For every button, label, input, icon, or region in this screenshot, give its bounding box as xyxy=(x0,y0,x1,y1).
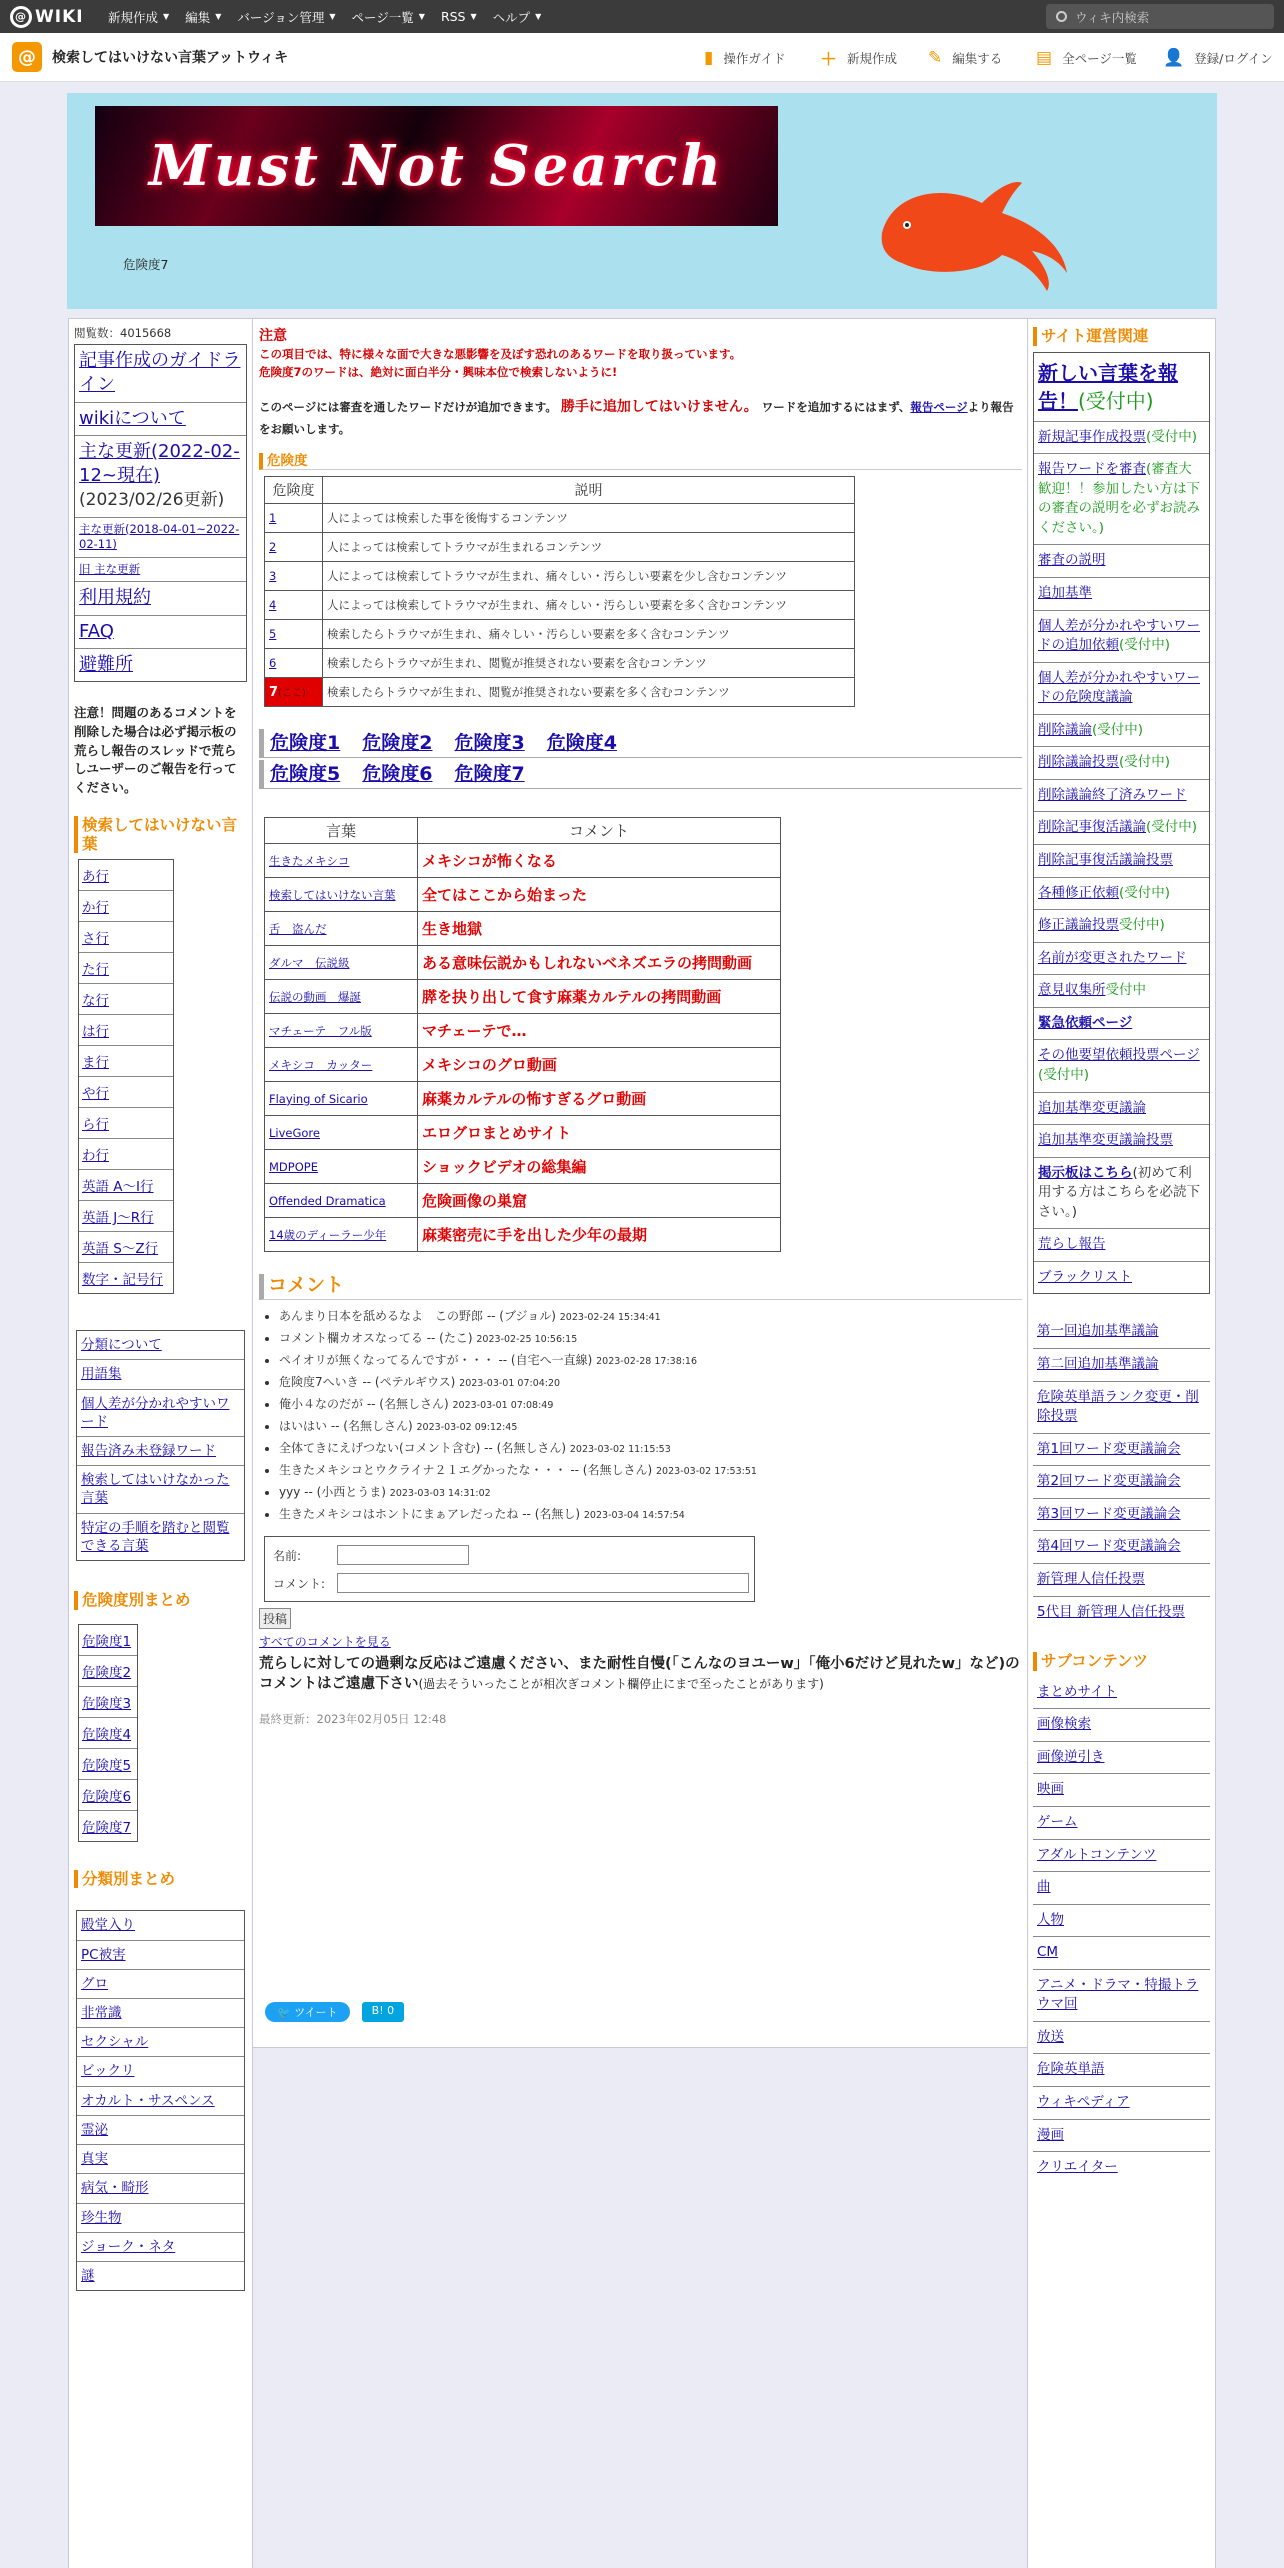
comment-item: • 危険度7へいき -- (ペテルギウス) 2023-03-01 07:04:20 xyxy=(279,1372,1022,1394)
sub-content-link[interactable]: 画像検索 xyxy=(1037,1716,1091,1733)
level-link[interactable]: 危険度7 xyxy=(82,1819,132,1836)
category-link[interactable]: セクシャル xyxy=(81,2034,149,2051)
comment-item: • yyy -- (小西とうま) 2023-03-03 14:31:02 xyxy=(279,1482,1022,1504)
sub-content-link[interactable]: アダルトコンテンツ xyxy=(1037,1846,1157,1863)
level-summary-title: 危険度別まとめ xyxy=(74,1591,247,1610)
table-row: 4 人によっては検索してトラウマが生まれ、痛々しい・汚らしい要素を多く含むコンテンツ xyxy=(265,591,855,620)
comment-item: • コメント欄カオスなってる -- (たこ) 2023-02-25 10:56:15 xyxy=(279,1328,1022,1350)
nav-shelter-link[interactable]: 避難所 xyxy=(79,653,133,675)
comment-item: • はいはい -- (名無しさん) 2023-03-02 09:12:45 xyxy=(279,1416,1022,1438)
vote-link[interactable]: 5代目 新管理人信任投票 xyxy=(1037,1603,1185,1620)
misc-link[interactable]: 用語集 xyxy=(81,1366,122,1383)
level-link[interactable]: 危険度5 xyxy=(270,763,341,786)
kana-link[interactable]: さ行 xyxy=(82,931,109,948)
sub-content-link[interactable]: 危険英単語 xyxy=(1037,2061,1105,2078)
vote-link[interactable]: 第二回追加基準議論 xyxy=(1037,1356,1159,1373)
goldfish-icon xyxy=(872,163,1072,293)
category-link[interactable]: ジョーク・ネタ xyxy=(81,2238,176,2255)
kana-link[interactable]: 数字・記号行 xyxy=(82,1272,163,1289)
category-link[interactable]: オカルト・サスペンス xyxy=(81,2092,215,2109)
kana-link[interactable]: な行 xyxy=(82,993,109,1010)
table-row: マチェーテ フル版 マチェーテで… xyxy=(265,1014,781,1048)
nav-old-updates-link[interactable]: 主な更新(2018-04-01~2022-02-11) xyxy=(79,521,240,552)
table-row: 1 人によっては検索した事を後悔するコンテンツ xyxy=(265,504,855,533)
category-summary-title: 分類別まとめ xyxy=(74,1870,247,1889)
table-row: 14歳のディーラー少年 麻薬密売に手を出した少年の最期 xyxy=(265,1218,781,1252)
vote-link[interactable]: 新管理人信任投票 xyxy=(1037,1570,1145,1587)
comment-item: • 全体てきにえげつない(コメント含む) -- (名無しさん) 2023-03-02 11:15:53 xyxy=(279,1438,1022,1460)
menu-create[interactable]: 新規作成 ▼ xyxy=(108,9,170,25)
kana-link[interactable]: わ行 xyxy=(82,1148,109,1165)
login-button[interactable]: 👤 登録/ログイン xyxy=(1163,47,1273,68)
kana-link[interactable]: ま行 xyxy=(82,1055,109,1072)
table-row: 検索してはいけない言葉 全てはここから始まった xyxy=(265,878,781,912)
nav-recent-updates-link[interactable]: 主な更新(2022-02-12~現在) xyxy=(79,440,240,487)
category-link[interactable]: 珍生物 xyxy=(81,2209,122,2226)
misc-links xyxy=(76,1330,245,1561)
ops-link[interactable]: 削除記事復活議論 xyxy=(1038,819,1146,836)
atwiki-logo[interactable] xyxy=(10,6,92,28)
table-row: LiveGore エログロまとめサイト xyxy=(265,1116,781,1150)
ops-link[interactable]: 削除議論投票 xyxy=(1038,754,1119,771)
sub-content-list xyxy=(1033,1677,1210,2184)
search-icon xyxy=(1056,11,1067,22)
nav-older-updates-link[interactable]: 旧 主な更新 xyxy=(79,561,141,576)
table-row: 6 検索したらトラウマが生まれ、閲覧が推奨されない要素を含むコンテンツ xyxy=(265,649,855,678)
sub-content-link[interactable]: 漫画 xyxy=(1037,2126,1064,2143)
sub-content-link[interactable]: ゲーム xyxy=(1037,1813,1078,1830)
guide-button[interactable]: ▮ 操作ガイド xyxy=(704,47,786,68)
pencil-icon: ✎ xyxy=(928,47,943,68)
sub-content-link[interactable]: アニメ・ドラマ・特撮トラウマ回 xyxy=(1037,1976,1199,2013)
caution-text: 荒らしに対しての過剰な反応はご遠慮ください、また耐性自慢(「こんなのヨユーw」「俺小6だけど見れたw」など)のコメントはご遠慮下さい(過去そういったことが相次ぎコメント欄停止にまで至ったことがあります) xyxy=(259,1656,1020,1693)
vote-link[interactable]: 第3回ワード変更議論会 xyxy=(1037,1505,1181,1522)
sub-content-link[interactable]: 曲 xyxy=(1037,1879,1051,1896)
ops-link[interactable]: 修正議論投票 xyxy=(1038,917,1119,934)
site-ops-list: 新しい言葉を報告！(受付中) 新規記事作成投票(受付中) 報告ワードを審査(審査大歓迎！！参加したい方は下の審査の説明を必ずお読みください。) 審査の説明 追加基準 個人差が分かれやすいワードの追加依頼(受付中) 個人差が分かれやすいワードの危険度議論 削除議論(受付中) 削除議論投票(受付中) 削除議論終了済みワード 削除記事復活議論(受付中) 削除記事復活議論投票 各種修正依頼(受付中) 修正議論投票受付中) 名前が変更されたワード 意見収集所受付中 緊急依頼ページ その他要望依頼投票ページ(受付中) 追加基準変更議論 追加基準変更議論投票 掲示板はこちら(初めて利用する方はこちらを必読下さい。) 荒らし報告 ブラックリスト xyxy=(1033,352,1210,1295)
kana-link[interactable]: は行 xyxy=(82,1024,109,1041)
comment-form: 名前: コメント: xyxy=(264,1536,755,1602)
comment-item: • ペイオリが無くなってるんですが・・・ -- (自宅へ一直線) 2023-02-28 17:38:16 xyxy=(279,1350,1022,1372)
book-icon: ▮ xyxy=(704,47,714,68)
ops-link[interactable]: 荒らし報告 xyxy=(1038,1236,1106,1253)
top-navigation-bar xyxy=(0,0,1284,33)
at-icon: @ xyxy=(10,6,32,28)
left-nav-box xyxy=(74,344,247,682)
danger-section-title: 危険度 xyxy=(259,453,1022,470)
name-input[interactable] xyxy=(337,1545,469,1565)
site-logo-icon[interactable]: @ xyxy=(12,42,42,72)
word-table: 言葉 コメント 生きたメキシコ メキシコが怖くなる 検索してはいけない言葉 全てはここから始まった 舌 盗んだ 生き地獄 ダルマ 伝説級 ある意味伝説かもしれないベネズエラの拷問動画 伝説の動画 爆誕 膵を抉り出して食す麻薬カルテルの拷問動画 マチェーテ フル版 マチェーテで… メキシコ カッター メキシコのグロ動画 Flaying of Sicario 麻薬カルテルの怖すぎるグロ動画 LiveGore エログロまとめサイト MDPOPE ショックビデオの総集編 Offended Dramatica 危険画像の巣窟 14歳のディーラー少年 麻薬密売に手を出した少年の最期 xyxy=(264,817,781,1252)
caret-down-icon: ▼ xyxy=(418,12,425,21)
caret-down-icon: ▼ xyxy=(329,12,336,21)
updated-date: (2023/02/26更新) xyxy=(79,490,225,511)
category-link[interactable]: 謎 xyxy=(81,2267,95,2284)
kana-section-title: 検索してはいけない言葉 xyxy=(74,816,247,853)
table-row: 2 人によっては検索してトラウマが生まれるコンテンツ xyxy=(265,533,855,562)
level-link[interactable]: 危険度3 xyxy=(82,1695,132,1712)
add-policy-text: このページには審査を通したワードだけが追加できます。 勝手に追加してはいけません。 ワードを追加するにはまず、報告ページより報告をお願いします。 xyxy=(259,398,1014,436)
level-link[interactable]: 危険度7 xyxy=(454,763,525,786)
ops-link[interactable]: 削除記事復活議論投票 xyxy=(1038,852,1173,869)
menu-page-list[interactable]: ページ一覧 ▼ xyxy=(351,9,425,25)
comment-item: • あんまり日本を舐めるなよ この野郎 -- (ブジョル) 2023-02-24 15:34:41 xyxy=(279,1306,1022,1328)
nav-about-wiki-link[interactable]: wikiについて xyxy=(79,407,186,429)
level-link[interactable]: 危険度4 xyxy=(546,732,617,755)
kana-link[interactable]: 英語 A〜I行 xyxy=(82,1179,154,1196)
category-link[interactable]: 病気・畸形 xyxy=(81,2180,149,2197)
menu-edit[interactable]: 編集 ▼ xyxy=(185,9,222,25)
sub-content-link[interactable]: ウィキペディア xyxy=(1037,2094,1130,2110)
see-all-comments-link[interactable]: すべてのコメントを見る xyxy=(259,1635,391,1650)
site-ops-title: サイト運営関連 xyxy=(1033,327,1210,346)
misc-link[interactable]: 報告済み未登録ワード xyxy=(81,1443,216,1460)
level-list xyxy=(78,1624,138,1842)
sub-content-link[interactable]: 画像逆引き xyxy=(1037,1748,1105,1765)
warning-text-2: 危険度7のワードは、絶対に面白半分・興味本位で検索しないように! xyxy=(259,365,618,380)
share-buttons xyxy=(265,2002,404,2022)
comment-item: • 生きたメキシコはホントにまぁアレだったね -- (名無し) 2023-03-04 14:57:54 xyxy=(279,1504,1022,1526)
misc-link[interactable]: 特定の手順を踏むと閲覧できる言葉 xyxy=(81,1519,230,1554)
sub-content-link[interactable]: CM xyxy=(1037,1944,1059,1961)
sub-content-link[interactable]: 人物 xyxy=(1037,1911,1064,1928)
level-links-row-2 xyxy=(259,760,1022,788)
vote-link[interactable]: 第1回ワード変更議論会 xyxy=(1037,1440,1181,1457)
hatena-bookmark-button[interactable]: B! 0 xyxy=(362,2002,404,2022)
create-button[interactable]: ＋ 新規作成 xyxy=(820,33,897,82)
menu-rss[interactable]: RSS ▼ xyxy=(440,9,477,24)
kana-link[interactable]: や行 xyxy=(82,1086,109,1103)
ops-link[interactable]: 各種修正依頼 xyxy=(1038,884,1119,901)
kana-link[interactable]: あ行 xyxy=(82,869,109,886)
warning-title: 注意 xyxy=(259,328,287,344)
level-link[interactable]: 危険度6 xyxy=(362,763,433,786)
level-link[interactable]: 危険度2 xyxy=(362,732,433,755)
ops-link[interactable]: 新規記事作成投票 xyxy=(1038,428,1146,445)
site-name[interactable]: 検索してはいけない言葉アットウィキ xyxy=(52,50,289,66)
level-link[interactable]: 危険度4 xyxy=(82,1726,132,1743)
bird-icon: 🐦 xyxy=(277,2006,291,2019)
report-new-word-link[interactable]: 新しい言葉を報告！ xyxy=(1038,360,1178,413)
comment-item: • 俺小４なのだが -- (名無しさん) 2023-03-01 07:08:49 xyxy=(279,1394,1022,1416)
category-link[interactable]: グロ xyxy=(81,1975,108,1992)
logo-text: WIKI xyxy=(35,6,84,27)
sub-content-link[interactable]: 映画 xyxy=(1037,1781,1064,1798)
table-row: Offended Dramatica 危険画像の巣窟 xyxy=(265,1184,781,1218)
ops-link[interactable]: 個人差が分かれやすいワードの危険度議論 xyxy=(1038,669,1200,706)
bbs-link[interactable]: 掲示板はこちら xyxy=(1038,1164,1133,1181)
table-row: 7(ここ) 検索したらトラウマが生まれ、閲覧が推奨されない要素を多く含むコンテンツ xyxy=(265,678,855,707)
ops-link[interactable]: その他要望依頼投票ページ xyxy=(1038,1047,1200,1064)
category-link[interactable]: 霊泌 xyxy=(81,2121,108,2138)
kana-link[interactable]: ら行 xyxy=(82,1117,109,1134)
vote-link[interactable]: 危険英単語ランク変更・削除投票 xyxy=(1037,1388,1199,1425)
ops-link[interactable]: 削除議論終了済みワード xyxy=(1038,786,1187,803)
site-header xyxy=(0,33,1284,82)
urgent-request-link[interactable]: 緊急依頼ページ xyxy=(1038,1014,1133,1031)
banner xyxy=(67,93,1217,315)
table-row: メキシコ カッター メキシコのグロ動画 xyxy=(265,1048,781,1082)
category-link[interactable]: 殿堂入り xyxy=(81,1917,135,1934)
category-link[interactable]: ビックリ xyxy=(81,2063,135,2080)
ops-link[interactable]: 個人差が分かれやすいワードの追加依頼 xyxy=(1038,617,1200,654)
last-update: 最終更新：2023年02月05日 12:48 xyxy=(259,1711,447,1726)
ops-link[interactable]: 報告ワードを審査 xyxy=(1038,461,1146,478)
vote-link[interactable]: 第4回ワード変更議論会 xyxy=(1037,1538,1181,1555)
category-link[interactable]: 非常識 xyxy=(81,2004,122,2021)
level-links-row-1 xyxy=(259,729,1022,757)
sub-content-title: サブコンテンツ xyxy=(1033,1652,1210,1671)
kana-link[interactable]: 英語 J〜R行 xyxy=(82,1210,154,1227)
ops-link[interactable]: 審査の説明 xyxy=(1038,552,1106,569)
user-add-icon: 👤 xyxy=(1163,47,1185,68)
ops-link[interactable]: 追加基準 xyxy=(1038,584,1092,601)
menu-version[interactable]: バージョン管理 ▼ xyxy=(237,9,336,25)
all-pages-button[interactable]: ▤ 全ページ一覧 xyxy=(1036,47,1137,68)
table-row: MDPOPE ショックビデオの総集編 xyxy=(265,1150,781,1184)
left-sidebar xyxy=(68,318,253,2568)
ops-link[interactable]: 追加基準変更議論投票 xyxy=(1038,1132,1173,1149)
plus-icon: ＋ xyxy=(820,50,837,70)
kana-link[interactable]: た行 xyxy=(82,962,109,979)
caret-down-icon: ▼ xyxy=(215,12,222,21)
comment-input[interactable] xyxy=(337,1573,749,1593)
kana-link[interactable]: か行 xyxy=(82,900,109,917)
main-content xyxy=(252,318,1029,2048)
table-row: 伝説の動画 爆誕 膵を抉り出して食す麻薬カルテルの拷問動画 xyxy=(265,980,781,1014)
danger-level-table: 危険度 説明 1 人によっては検索した事を後悔するコンテンツ 2 人によっては検索してトラウマが生まれるコンテンツ 3 人によっては検索してトラウマが生まれ、痛々しい・汚らしい要素を少し含むコンテンツ 4 人によっては検索してトラウマが生まれ、痛々しい・汚らしい要素を多く含むコンテンツ 5 検索したらトラウマが生まれ、痛々しい・汚らしい要素を多く含むコンテンツ 6 検索したらトラウマが生まれ、閲覧が推奨されない要素を含むコンテンツ 7(ここ) 検索したらトラウマが生まれ、閲覧が推奨されない要素を多く含むコンテンツ xyxy=(264,476,855,707)
kana-list xyxy=(78,859,174,1294)
banner-level-label: 危険度7 xyxy=(123,257,169,272)
misc-link[interactable]: 分類について xyxy=(81,1337,162,1354)
menu-help[interactable]: ヘルプ ▼ xyxy=(492,9,542,25)
comment-section-title: コメント xyxy=(259,1274,1022,1300)
level-link[interactable]: 危険度1 xyxy=(82,1633,132,1650)
table-row: ダルマ 伝説級 ある意味伝説かもしれないベネズエラの拷問動画 xyxy=(265,946,781,980)
vote-list xyxy=(1033,1316,1210,1628)
view-count: 閲覧数：4015668 xyxy=(74,326,172,340)
level-link[interactable]: 危険度1 xyxy=(270,732,341,755)
wiki-search-input[interactable]: ウィキ内検索 xyxy=(1046,4,1274,29)
vote-link[interactable]: 第一回追加基準議論 xyxy=(1037,1323,1159,1340)
level-link[interactable]: 危険度2 xyxy=(82,1664,132,1681)
ops-link[interactable]: 名前が変更されたワード xyxy=(1038,949,1187,966)
table-row: 舌 盗んだ 生き地獄 xyxy=(265,912,781,946)
edit-button[interactable]: ✎ 編集する xyxy=(928,47,1003,68)
document-icon: ▤ xyxy=(1036,47,1053,68)
vote-link[interactable]: 第2回ワード変更議論会 xyxy=(1037,1473,1181,1490)
caret-down-icon: ▼ xyxy=(470,12,477,21)
misc-link[interactable]: 個人差が分かれやすいワード xyxy=(81,1395,230,1430)
table-row: Flaying of Sicario 麻薬カルテルの怖すぎるグロ動画 xyxy=(265,1082,781,1116)
nav-guideline-link[interactable]: 記事作成のガイドライン xyxy=(79,350,241,396)
sub-content-link[interactable]: 放送 xyxy=(1037,2028,1064,2045)
left-notice: 注意！問題のあるコメントを削除した場合は必ず掲示板の荒らし報告のスレッドで荒らしユーザーのご報告を行ってください。 xyxy=(74,705,237,796)
submit-button[interactable]: 投稿 xyxy=(259,1608,291,1629)
ops-link[interactable]: 意見収集所 xyxy=(1038,982,1106,999)
misc-link[interactable]: 検索してはいけなかった言葉 xyxy=(81,1472,230,1507)
sub-content-link[interactable]: クリエイター xyxy=(1037,2159,1118,2176)
table-row: 3 人によっては検索してトラウマが生まれ、痛々しい・汚らしい要素を少し含むコンテンツ xyxy=(265,562,855,591)
table-row: 5 検索したらトラウマが生まれ、痛々しい・汚らしい要素を多く含むコンテンツ xyxy=(265,620,855,649)
banner-logo[interactable]: Must Not Search xyxy=(95,106,778,226)
caret-down-icon: ▼ xyxy=(163,12,170,21)
right-sidebar xyxy=(1027,318,1216,2568)
category-link[interactable]: 真実 xyxy=(81,2151,108,2168)
nav-faq-link[interactable]: FAQ xyxy=(79,620,114,642)
nav-terms-link[interactable]: 利用規約 xyxy=(79,587,151,609)
warning-text-1: この項目では、特に様々な面で大きな悪影響を及ぼす恐れのあるワードを取り扱っています。 xyxy=(259,347,742,361)
category-list xyxy=(76,1910,245,2291)
table-row: 生きたメキシコ メキシコが怖くなる xyxy=(265,844,781,878)
caret-down-icon: ▼ xyxy=(535,12,542,21)
ops-link[interactable]: ブラックリスト xyxy=(1038,1268,1132,1285)
level-link[interactable]: 危険度3 xyxy=(454,732,525,755)
kana-link[interactable]: 英語 S〜Z行 xyxy=(82,1241,159,1258)
ops-link[interactable]: 削除議論 xyxy=(1038,721,1092,738)
level-link[interactable]: 危険度5 xyxy=(82,1757,132,1774)
comment-item: • 生きたメキシコとウクライナ２１エグかったな・・・ -- (名無しさん) 2023-03-02 17:53:51 xyxy=(279,1460,1022,1482)
comment-list xyxy=(279,1306,1022,1526)
sub-content-link[interactable]: まとめサイト xyxy=(1037,1683,1118,1700)
report-page-link[interactable]: 報告ページ xyxy=(910,399,968,414)
level-link[interactable]: 危険度6 xyxy=(82,1788,132,1805)
ops-link[interactable]: 追加基準変更議論 xyxy=(1038,1099,1146,1116)
category-link[interactable]: PC被害 xyxy=(81,1946,126,1963)
tweet-button[interactable]: 🐦 ツイート xyxy=(265,2002,350,2022)
